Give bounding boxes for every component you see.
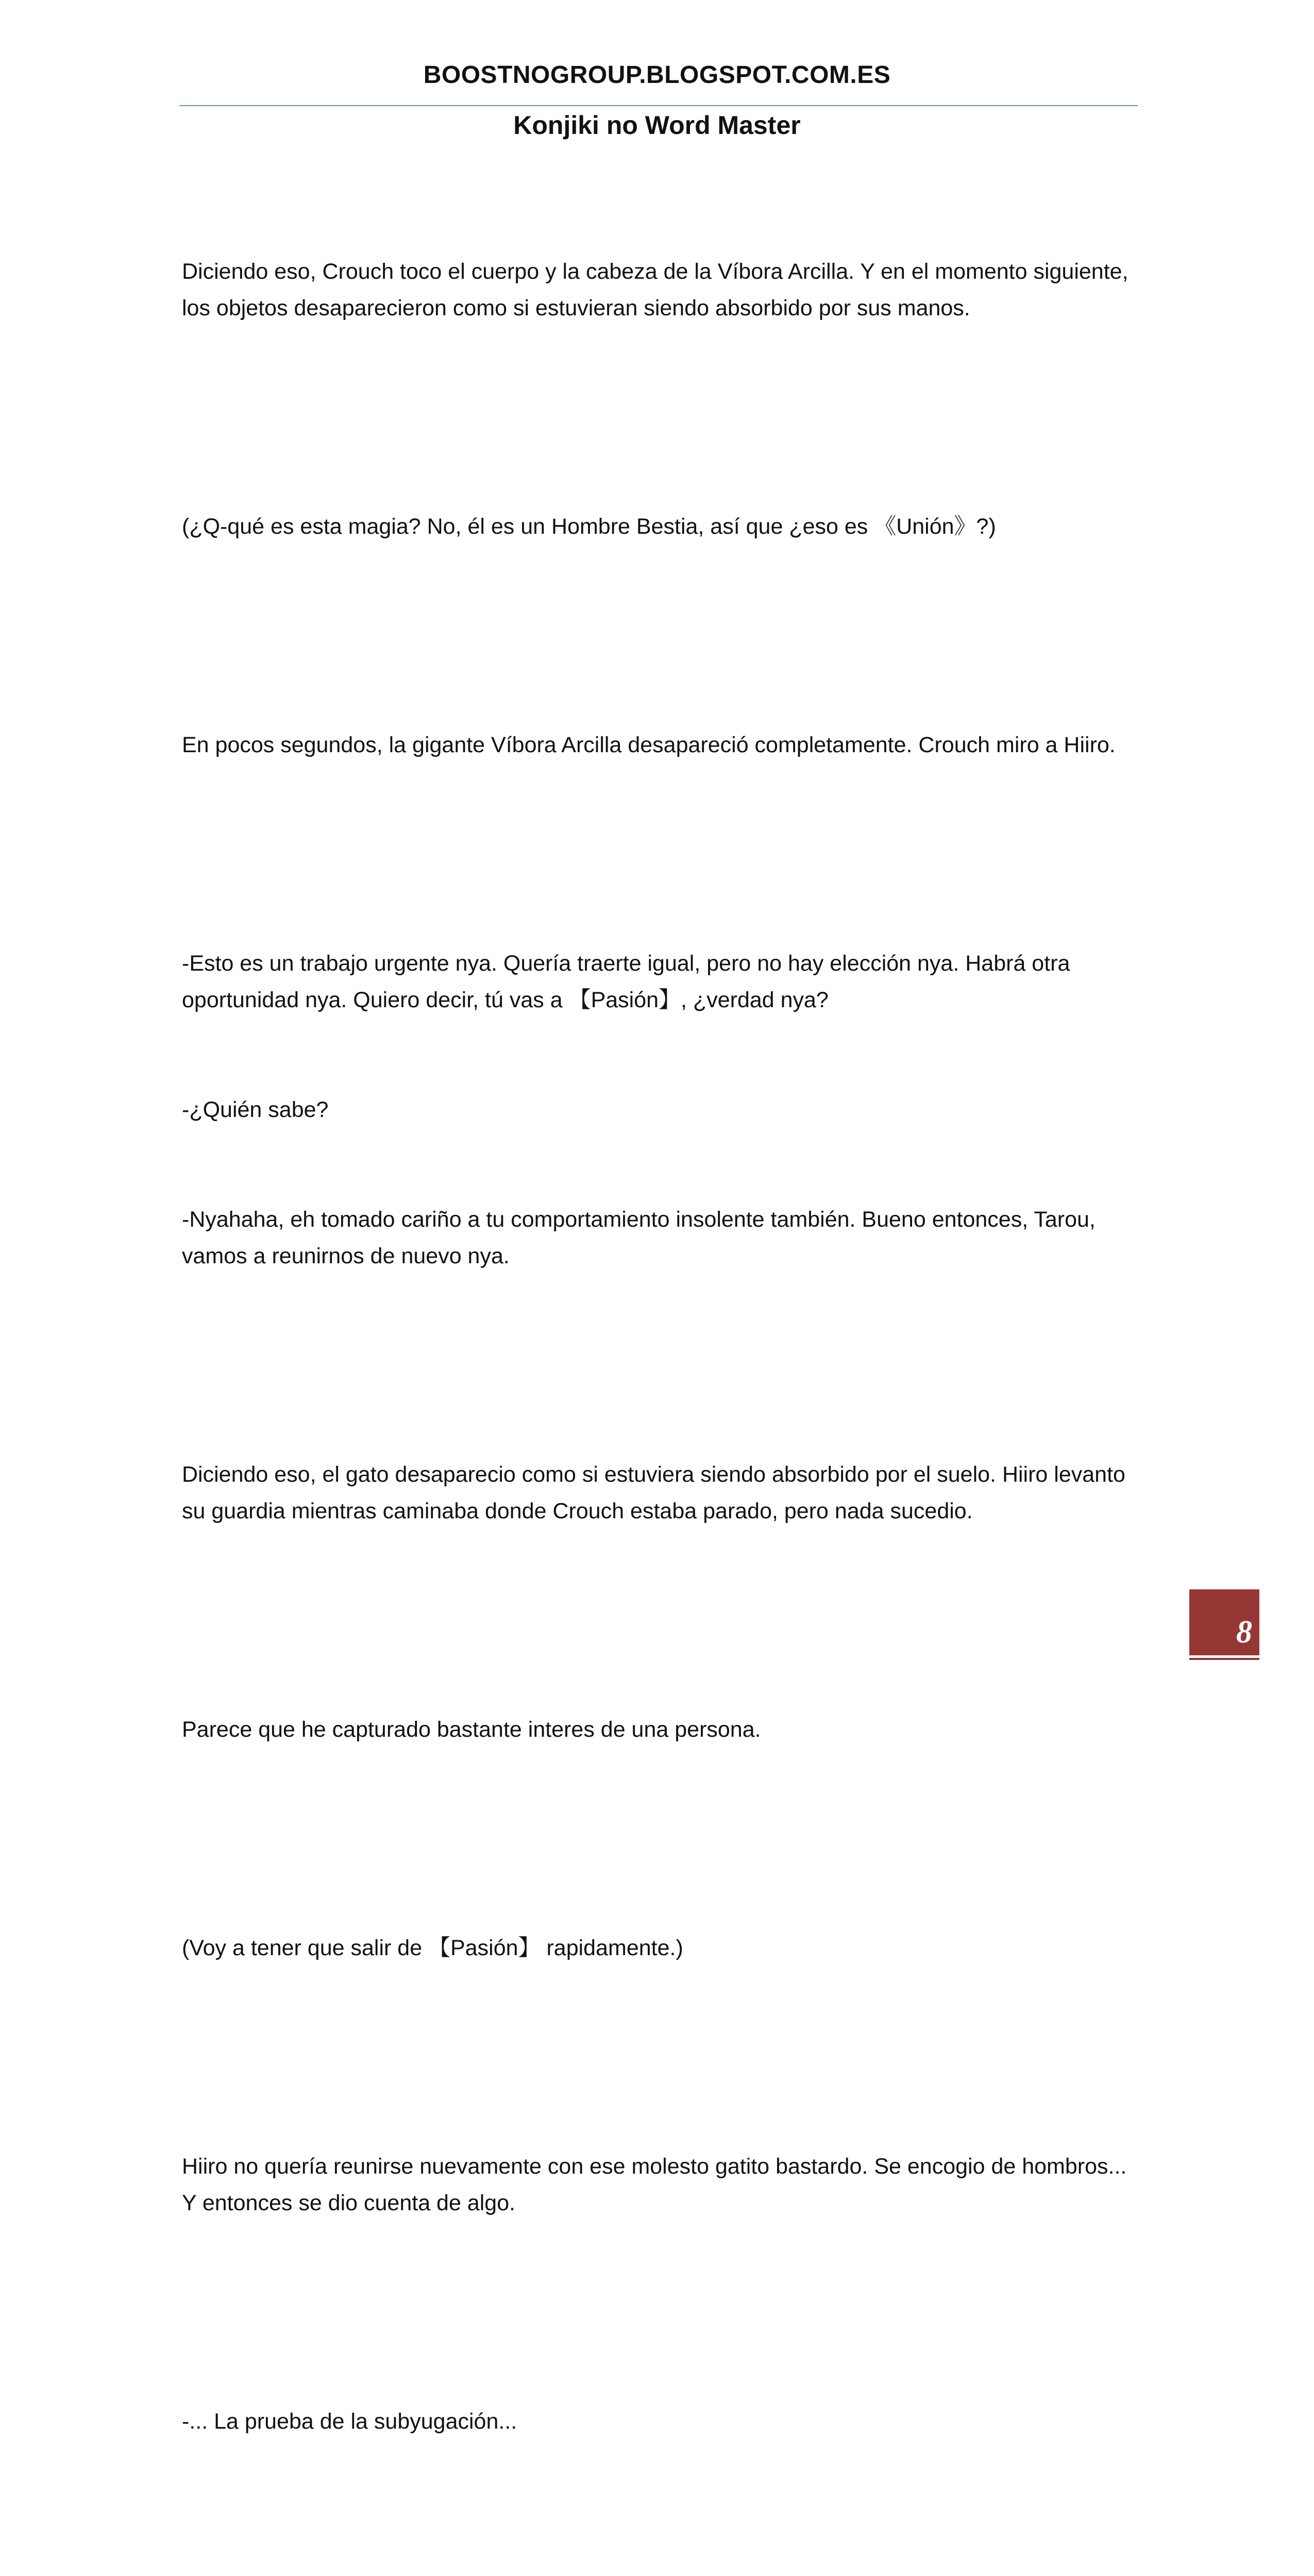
paragraph — [182, 180, 1135, 400]
paragraph-line: -... La prueba de la subyugación... — [182, 2409, 517, 2434]
paragraph-line: (¿Q-qué es esta magia? No, él es un Hombre Bestia, así que ¿eso es 《Unión》?) — [182, 514, 996, 539]
dialogue-paragraph — [182, 872, 1135, 1348]
paragraph — [182, 2549, 1135, 2576]
paragraph-line: Parece que he capturado bastante interes de una persona. — [182, 1717, 761, 1742]
dialogue-line: -Nyahaha, eh tomado cariño a tu comportamiento insolente también. Bueno entonces, Tarou, vamos a reunirnos de nuevo nya. — [182, 1207, 1102, 1268]
paragraph — [182, 435, 1135, 618]
paragraph-line: (Voy a tener que salir de 【Pasión】 rapidamente.) — [182, 1936, 683, 1960]
page-number-badge — [1189, 1589, 1259, 1655]
paragraph — [182, 1638, 1135, 1821]
paragraph-line: En pocos segundos, la gigante Víbora Arcilla desapareció completamente. Crouch miro a Hiiro. — [182, 733, 1116, 757]
document-body — [182, 180, 1135, 2576]
site-header: BOOSTNOGROUP.BLOGSPOT.COM.ES — [423, 61, 891, 89]
document-title: Konjiki no Word Master — [513, 111, 801, 140]
dialogue-line: -¿Quién sabe? — [182, 1097, 329, 1122]
paragraph — [182, 2075, 1135, 2295]
header-divider — [179, 105, 1138, 106]
paragraph — [182, 1383, 1135, 1603]
paragraph — [182, 1857, 1135, 2040]
paragraph-line: Diciendo eso, el gato desaparecio como si estuviera siendo absorbido por el suelo. Hiiro levanto su guardia mientras caminaba donde Crouch estaba parado, pero nada sucedio. — [182, 1462, 1132, 1523]
paragraph-line: Hiiro no quería reunirse nuevamente con ese molesto gatito bastardo. Se encogio de hombros... Y entonces se dio cuenta de algo. — [182, 2154, 1133, 2215]
paragraph — [182, 654, 1135, 837]
paragraph — [182, 2330, 1135, 2513]
page-number: 8 — [1236, 1615, 1252, 1650]
paragraph-line: Diciendo eso, Crouch toco el cuerpo y la cabeza de la Víbora Arcilla. Y en el momento siguiente, los objetos desaparecieron como si estuvieran siendo absorbido por sus manos. — [182, 259, 1135, 320]
dialogue-line: -Esto es un trabajo urgente nya. Quería traerte igual, pero no hay elección nya. Habrá otra oportunidad nya. Quiero decir, tú vas a 【Pasión】, ¿verdad nya? — [182, 951, 1076, 1012]
page-badge-underline — [1189, 1658, 1259, 1660]
